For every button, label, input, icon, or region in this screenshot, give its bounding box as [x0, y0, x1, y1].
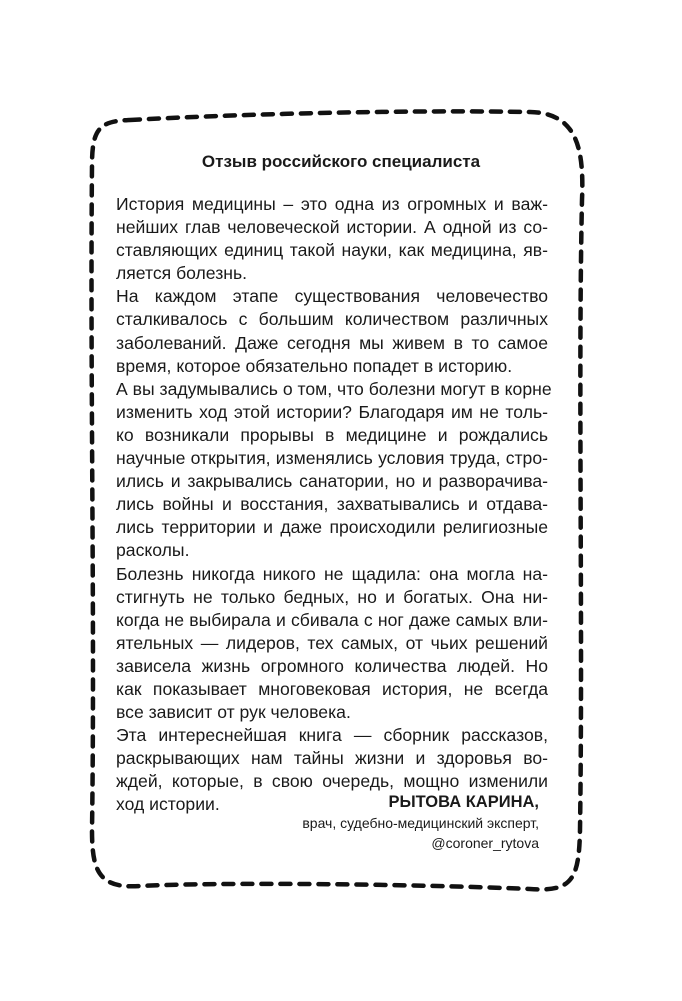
paragraph-line: ились и закрывались санатории, но и разворачива-	[116, 471, 548, 492]
signature-name: РЫТОВА КАРИНА,	[388, 793, 539, 811]
paragraph-line: А вы задумывались о том, что болезни могут в корне	[116, 378, 552, 399]
review-paragraph	[116, 563, 548, 725]
review-title: Отзыв российского специалиста	[201, 152, 481, 171]
paragraph-line: лись войны и восстания, захватывались и отдава-	[116, 494, 548, 515]
paragraph-line: ятельных — лидеров, тех самых, от чьих решений	[116, 632, 548, 653]
review-paragraph	[116, 285, 548, 377]
review-paragraph	[116, 193, 548, 285]
paragraph-line: изменить ход этой истории? Благодаря им не толь-	[116, 401, 548, 422]
paragraph-line: На каждом этапе существования человечество	[116, 286, 548, 307]
paragraph-line: ход истории.	[116, 794, 220, 815]
paragraph-line: Болезнь никогда никого не щадила: она могла на-	[116, 563, 548, 584]
paragraph-line: Эта интереснейшая книга — сборник рассказов,	[116, 725, 548, 746]
paragraph-line: заболеваний. Даже сегодня мы живем в то самое	[116, 332, 548, 353]
paragraph-line: время, которое обязательно попадет в историю.	[116, 355, 513, 376]
paragraph-line: все зависит от рук человека.	[116, 702, 351, 723]
review-body	[116, 193, 552, 817]
signature-block	[302, 791, 539, 853]
paragraph-line: когда не выбирала и сбивала с ног даже самых вли-	[116, 609, 548, 630]
signature-role: врач, судебно-медицинский эксперт,	[302, 815, 539, 831]
paragraph-line: История медицины – это одна из огромных и важ-	[116, 194, 548, 214]
paragraph-line: научные открытия, изменялись условия труда, стро-	[116, 448, 548, 469]
paragraph-line: ляется болезнь.	[116, 263, 248, 284]
paragraph-line: расколы.	[116, 540, 190, 561]
paragraph-line: стигнуть не только бедных, но и богатых. Она ни-	[116, 586, 548, 607]
paragraph-line: как показывает многовековая история, не всегда	[116, 678, 548, 699]
paragraph-line: раскрывающих нам тайны жизни и здоровья во-	[116, 748, 548, 769]
paragraph-line: ждей, которые, в свою очередь, мощно изменили	[116, 771, 548, 792]
signature-handle: @coroner_rytova	[431, 835, 539, 851]
paragraph-line: лись территории и даже происходили религиозные	[116, 517, 548, 538]
paragraph-line: нейших глав человеческой истории. А одной из со-	[116, 217, 548, 238]
review-paragraph	[116, 378, 552, 563]
paragraph-line: ко возникали прорывы в медицине и рождались	[116, 424, 548, 445]
paragraph-line: зависела жизнь огромного количества людей. Но	[116, 655, 548, 676]
paragraph-line: сталкивалось с большим количеством различных	[116, 309, 548, 330]
paragraph-line: ставляющих единиц такой науки, как медицина, яв-	[116, 240, 548, 261]
